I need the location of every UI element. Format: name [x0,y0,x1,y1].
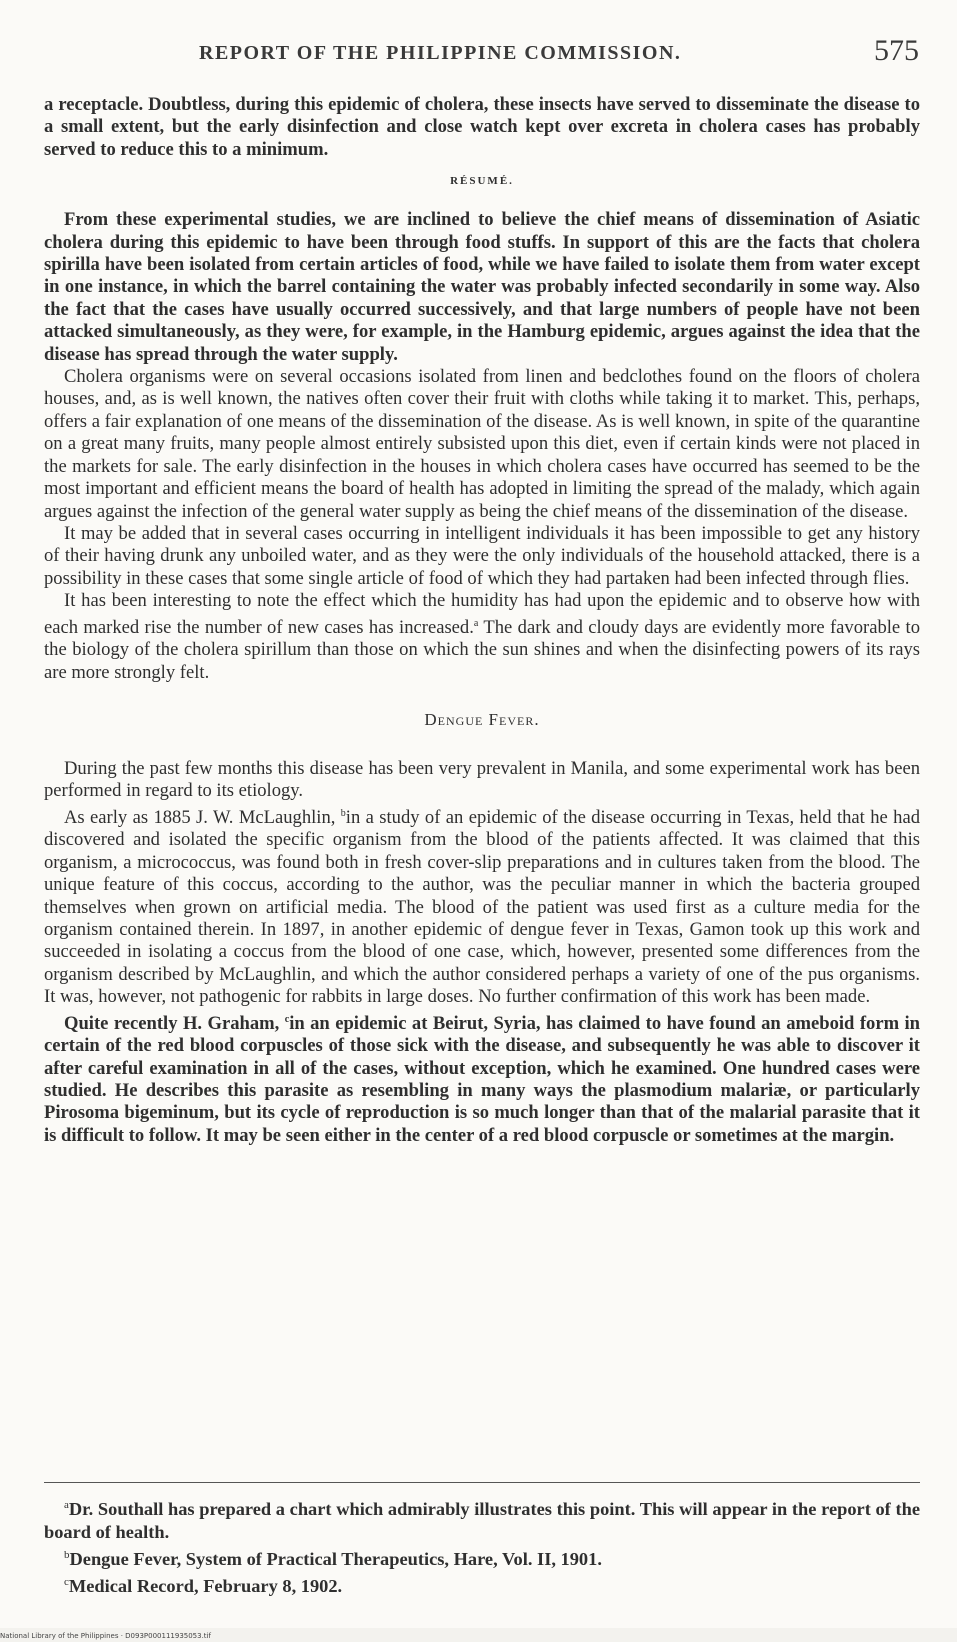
paragraph-text: The dark and cloudy days are evidently more favorable to the biology of the cholera spirillum than those on which the sun shines and when the disinfecting powers of its rays are more strongly felt. [44,616,920,683]
paragraph: It may be added that in several cases occurring in intelligent individuals it has been impossible to get any history of their having drunk any unboiled water, and as they were the only individuals of the household attacked, there is a possibility in these cases that some single article of food of which they had partaken had been infected through flies. [44,522,920,589]
footnote [44,1494,920,1544]
footnote-text: Medical Record, February 8, 1902. [68,1576,343,1597]
page-header [44,34,925,74]
paragraph-text: in a study of an epidemic of the disease occurring in Texas, held that he had discovered and isolated the specific organism from the blood of the patients affected. It was claimed that this organism, a micrococcus, was found both in fresh cover-slip preparations and in cultures taken from the blood. The unique feature of this coccus, according to the author, was the peculiar manner in which the bacteria grouped themselves when grown on artificial media. The blood of the patient was used first as a culture media for the organism contained therein. In 1897, in another epidemic of dengue fever in Texas, Gamon took up this work and succeeded in isolating a coccus from the blood of one case, which, however, presented some differences from the organism described by McLaughlin, and which the author considered perhaps a variety of one of the pus organisms. It was, however, not pathogenic for rabbits in large doses. No further confirmation of this work has been made. [44,806,920,1008]
main-text [44,94,920,1147]
paragraph [44,590,920,684]
paragraph: During the past few months this disease has been very prevalent in Manila, and some experimental work has been performed in regard to its etiology. [44,757,920,802]
paragraph-text: It has been interesting to note the effect which the humidity has had upon the epidemic and to observe how with each marked rise the number of new cases has increased. [44,590,920,638]
footnote-mark: c [64,1576,69,1589]
running-head: REPORT OF THE PHILIPPINE COMMISSION. [199,42,682,64]
footnote [44,1571,920,1598]
scan-footer [0,1628,957,1642]
footnote-mark: b [64,1549,70,1562]
section-heading-dengue: Dengue Fever. [424,709,540,729]
footnote-ref: a [473,617,479,629]
page-number: 575 [874,34,919,67]
scan-stamp: National Library of the Philippines · D093P000111935053.tif [0,1632,211,1640]
footnote [44,1544,920,1571]
footnote-ref: b [340,807,346,819]
paragraph-text: Quite recently H. Graham, [64,1012,285,1034]
footnote-ref: c [284,1013,290,1025]
footnote-text: Dr. Southall has prepared a chart which admirably illustrates this point. This will appear in the report of the board of health. [44,1499,920,1543]
paragraph: From these experimental studies, we are inclined to believe the chief means of dissemination of Asiatic cholera during this epidemic to have been through food stuffs. In support of this are the facts that cholera spirilla have been isolated from certain articles of food, while we have failed to isolate them from water except in one instance, in which the barrel containing the water was probably infected secondarily in some way. Also the fact that the cases have usually occurred successively, and that large numbers of people have not been attacked simultaneously, as they were, for example, in the Hamburg epidemic, argues against the idea that the disease has spread through the water supply. [44,209,920,365]
paragraph-text: in an epidemic at Beirut, Syria, has claimed to have found an ameboid form in certain of the red blood corpuscles of those sick with the disease, and subsequently he was able to discover it after careful examination in all of the cases, without exception, which he examined. One hundred cases were studied. He describes this parasite as resembling in many ways the plasmodium malariæ, or particularly Pirosoma bigeminum, but its cycle of reproduction is so much longer than that of the malarial parasite that it is difficult to follow. It may be seen either in the center of a red blood corpuscle or sometimes at the margin. [44,1012,920,1146]
paragraph-continuation: a receptacle. Doubtless, during this epidemic of cholera, these insects have served to disseminate the disease to a small extent, but the early disinfection and close watch kept over excreta in cholera cases has probably served to reduce this to a minimum. [44,94,920,160]
paragraph [44,1009,920,1148]
footnote-text: Dengue Fever, System of Practical Therapeutics, Hare, Vol. II, 1901. [69,1549,602,1570]
paragraph-text: As early as 1885 J. W. McLaughlin, [64,806,341,828]
paragraph: Cholera organisms were on several occasions isolated from linen and bedclothes found on the floors of cholera houses, and, as is well known, the natives often cover their fruit with cloths while taking it to market. This, perhaps, offers a fair explanation of one means of the dissemination of the disease. As is well known, in spite of the quarantine on a great many fruits, many people almost entirely subsisted upon this diet, even if certain kinds were not placed in the markets for sale. The early disinfection in the houses in which cholera cases have occurred has seemed to be the most important and efficient means the board of health has adopted in limiting the spread of the malady, which again argues against the infection of the general water supply as being the chief means of the dissemination of the disease. [44,366,920,522]
section-heading-resume: RÉSUMÉ. [450,175,514,188]
paragraph [44,803,920,1009]
footnotes [44,1494,920,1598]
footnote-mark: a [64,1499,69,1511]
footnote-rule [44,1482,920,1483]
